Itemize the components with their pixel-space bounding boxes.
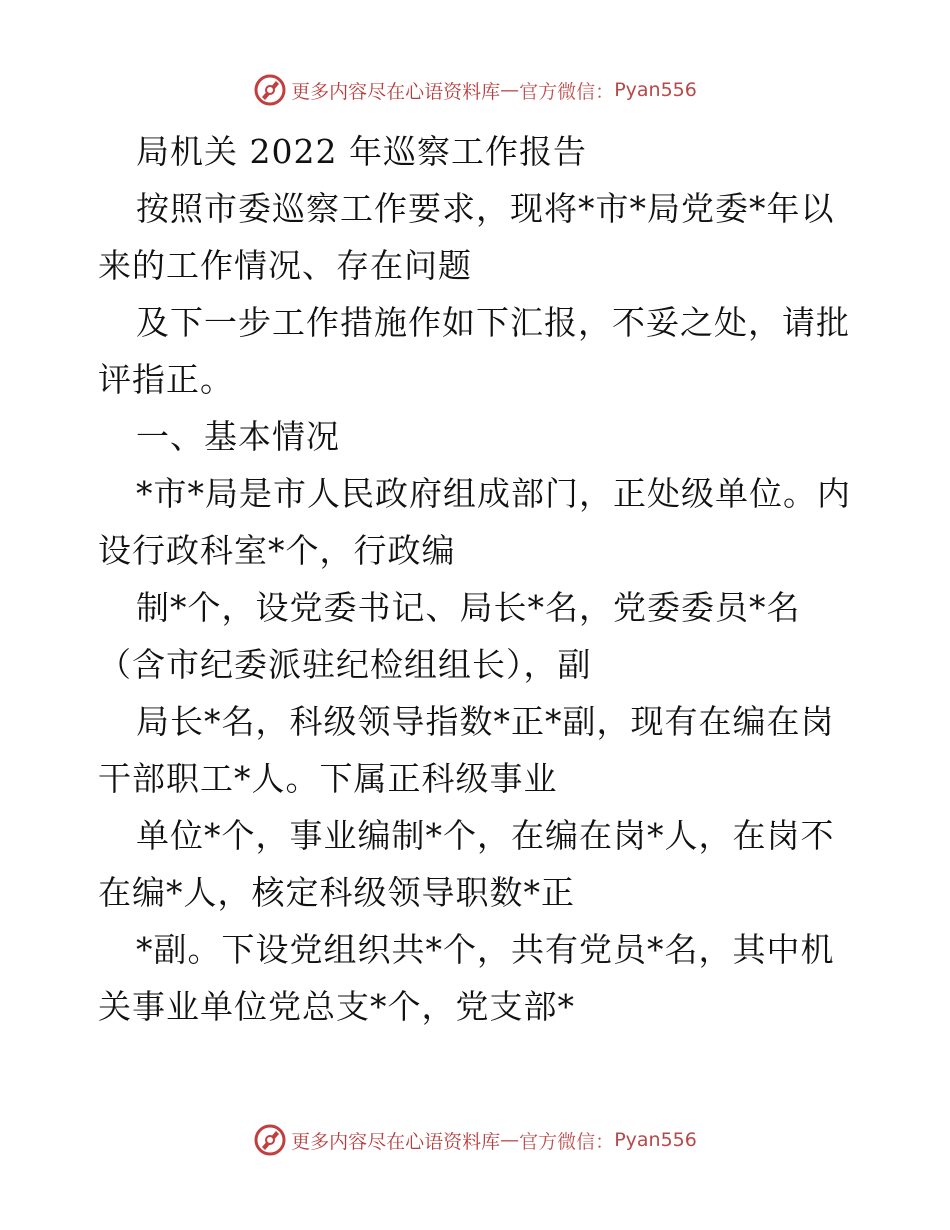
paragraph-line: 关事业单位党总支*个，党支部* [98, 987, 575, 1026]
paragraph-line: *市*局是市人民政府组成部门，正处级单位。内 [136, 474, 851, 513]
paragraph-line: 局长*名，科级领导指数*正*副，现有在编在岗 [136, 702, 835, 741]
paragraph-line: 及下一步工作措施作如下汇报，不妥之处，请批 [136, 303, 850, 342]
paragraph-line: 单位*个，事业编制*个，在编在岗*人，在岗不 [136, 816, 835, 855]
paragraph-line: 按照市委巡察工作要求，现将*市*局党委*年以 [136, 189, 835, 228]
watermark-label: 官方微信： [519, 1130, 615, 1153]
watermark-dash: — [500, 1129, 520, 1151]
paragraph-line: 在编*人，核定科级领导职数*正 [98, 873, 575, 912]
paragraph-line: 评指正。 [98, 360, 234, 399]
header-watermark [0, 70, 950, 110]
watermark-wechat-id: Pyan556 [614, 79, 697, 101]
paragraph-line: （含市纪委派驻纪检组组长），副 [98, 645, 592, 684]
footer-watermark [0, 1120, 950, 1160]
watermark-label: 官方微信： [519, 80, 615, 103]
watermark-brand: 更多内容尽在心语资料库 [291, 1130, 501, 1153]
logo-icon [253, 73, 287, 107]
paragraph-line: 制*个，设党委书记、局长*名，党委委员*名 [136, 588, 801, 627]
watermark-wechat-id: Pyan556 [614, 1129, 697, 1151]
section-heading: 一、基本情况 [136, 417, 340, 456]
paragraph-line: *副。下设党组织共*个，共有党员*名，其中机 [136, 930, 835, 969]
document-body [98, 123, 858, 1035]
document-title: 局机关 2022 年巡察工作报告 [136, 132, 587, 171]
logo-icon [253, 1123, 287, 1157]
paragraph-line: 来的工作情况、存在问题 [98, 246, 472, 285]
watermark-brand: 更多内容尽在心语资料库 [291, 80, 501, 103]
paragraph-line: 干部职工*人。下属正科级事业 [98, 759, 558, 798]
paragraph-line: 设行政科室*个，行政编 [98, 531, 456, 570]
watermark-dash: — [500, 79, 520, 101]
